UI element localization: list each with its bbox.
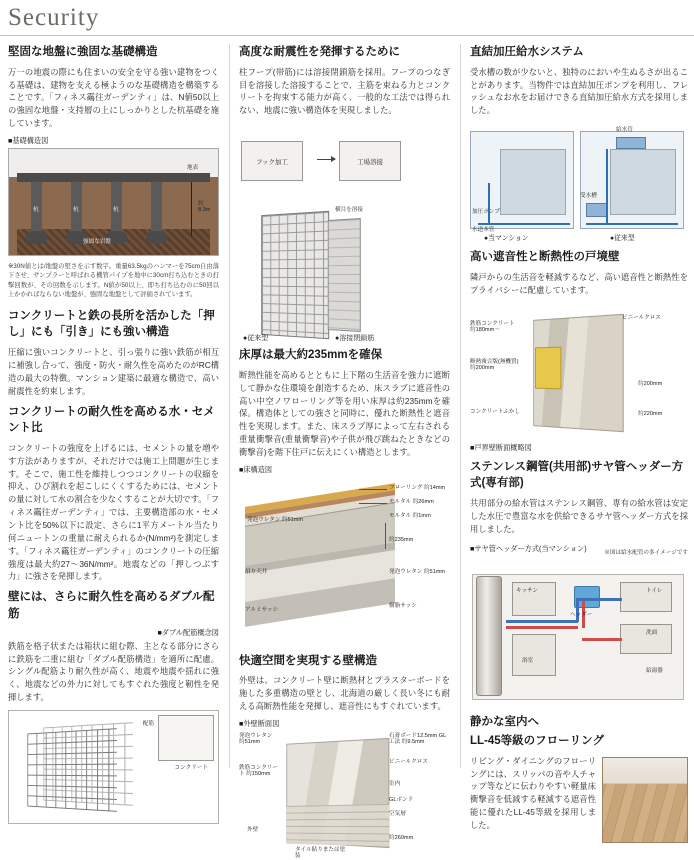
label-pw-rc: 鉄筋コンクリート 約180mm〜 (470, 320, 515, 333)
heading-seismic: 高度な耐震性を発揮するために (239, 46, 400, 58)
figure-sayakan-header-system (470, 558, 688, 708)
label-washroom: 洗面 (646, 630, 658, 637)
label-aluminium-sash: アルミサッシ (245, 606, 279, 613)
body-slab-thickness: 断熱性能を高めるとともに上下階の生活音を強力に遮断して静かな住環境を創造するため、床スラブに遮音性の高い中空ノワローリング等を用い床厚は約235mmを確保。構造体としての強さと同時に、優れた断熱性と遮音性を実現します。また、床スラブ厚によって左右される重量衝撃音(重量衝撃音)や子供が飛び跳ねたときなどの衝撃音)を階下住戸に伝えにくい構造とします。 (239, 369, 450, 457)
label-resin-sash: 樹脂サッシ (389, 602, 417, 609)
figure-main-new (478, 223, 570, 225)
label-pw-furring: コンクリートふかし (470, 408, 521, 415)
heading-slab-thickness: 床厚は最大約235mmを確保 (239, 349, 383, 362)
leader-2 (359, 503, 387, 504)
caption-welded-closed: ●溶接閉鎖筋 (335, 335, 375, 343)
label-supply-pipe: 給水管 (616, 127, 633, 134)
figure-building-old (610, 149, 676, 215)
figure-rebar-grid-outer (43, 722, 132, 806)
label-pw-200: 約200mm (638, 380, 663, 387)
label-wall-air-layer: 空気層 (389, 811, 406, 818)
label-pw-vinyl: ビニールクロス (622, 314, 661, 321)
label-wall-urethane: 発泡ウレタン 約51mm (239, 733, 273, 746)
figure-building-new (500, 149, 566, 215)
caption-sayakan-figure: ■サヤ管ヘッダー方式(当マンション) (470, 544, 587, 554)
label-pressure-pump: 加圧ポンプ (472, 209, 500, 216)
figure-weld-box (339, 141, 401, 181)
caption-our-mansion: ●当マンション (484, 235, 529, 243)
label-factory-weld: 工場溶接 (357, 158, 383, 166)
label-urethane-2: 発泡ウレタン 約51mm (389, 568, 446, 575)
figure-hot-pipe-main (506, 626, 578, 629)
label-pw-composite: 断熱複合版(無機質) 約200mm (470, 358, 519, 371)
caption-conventional: ●従来型 (243, 335, 269, 343)
figure-wall-tile (286, 804, 389, 846)
figure-roof-tank (616, 137, 646, 149)
label-concrete: コンクリート (174, 764, 208, 771)
label-wall-gypsum: 石膏ボード12.5mm GL工法 約9.5mm (389, 733, 447, 746)
figure-common-riser-pipe (476, 576, 502, 696)
figure-tower-side (328, 218, 361, 332)
leader-3 (385, 523, 386, 549)
label-pile-depth: 約8.3m (198, 200, 211, 214)
body-direct-water: 受水槽の数が少ないと、独特のにおいや生ぬるさが出ることがあります。当物件では直結加圧ポンプを利用し、フレッシュなお水をお届けできる直結加圧給水方式を採用しました。 (470, 66, 688, 116)
figure-party-wall-section (470, 303, 688, 453)
figure-pile-bulb-1 (26, 231, 47, 244)
figure-cold-pipe-main (506, 620, 578, 623)
body-sayakan: 共用部分の給水管はステンレス鋼管、専有の給水管は安定した水圧で豊富な水を供給できるサヤ管ヘッダー方式を採用しました。 (470, 497, 688, 534)
caption-slab-figure: ■床構造図 (239, 464, 273, 474)
label-wall-gl-bond: GLボンド (389, 797, 414, 804)
label-header: ヘッダー (570, 612, 593, 619)
figure-pile-bulb-4 (146, 231, 167, 244)
note-n-value: ※30N値とは/地盤の堅さを示す数字。重量63.5kgのハンマーを75cm自由落下させ、サンプラーと呼ばれる機管パイプを地中に30cm打ち込むときの打撃回数が、その回数を示します。N値が50以上、即ち打ち込むのに50回以上かかればならない地盤が、強固な地盤として評価されています。 (8, 262, 219, 299)
label-wall-total: 約260mm (389, 835, 414, 842)
figure-room-bath (512, 634, 556, 676)
label-pile-b: 杭 (73, 206, 79, 213)
heading-direct-water: 直結加圧給水システム (470, 46, 584, 58)
label-rebar: 配筋 (142, 720, 154, 727)
figure-welding-types (239, 123, 450, 203)
label-receiving-tank: 受水槽 (580, 193, 597, 200)
column-1 (8, 44, 230, 771)
figure-hook-box (241, 141, 303, 181)
label-kitchen: キッチン (516, 588, 538, 595)
figure-room-washroom (620, 624, 672, 654)
label-flooring-thickness: フローリング 約14mm (389, 484, 446, 491)
caption-wall-figure: ■外壁断面図 (239, 719, 280, 729)
label-urethane-thickness: 発泡ウレタン 約51mm (247, 516, 304, 523)
label-weld-seam: 横目を溶接 (335, 207, 363, 214)
caption-rebar-figure: ■ダブル配筋概念図 (157, 627, 219, 637)
figure-main-old (586, 223, 678, 225)
note-sayakan-figure: ※図は給水配管の多イメージです (604, 550, 688, 557)
figure-weld-arrow (317, 159, 335, 160)
figure-cold-pipe-toilet (578, 598, 622, 601)
content-columns (0, 36, 694, 860)
figure-floor-section (239, 477, 450, 647)
figure-riser-old (606, 149, 608, 223)
body-rc-structure: 圧縮に強いコンクリートと、引っ張りに強い鉄筋が相互に補強し合って、強度・防火・耐久性を高めたのがRC構造の最大の特徴。マンション建築に最適な構造で、高い耐震性を約束します。 (8, 347, 219, 396)
body-seismic: 柱フープ(帯筋)には溶接閉鎖筋を採用。フープのつなぎ目を溶接した溶接することで、主筋を束ねる力とコンクリートを拘束する能力が高く、一般的な工法では得られない、地震に強い構造体を実現しました。 (239, 66, 450, 116)
page-header (0, 0, 694, 36)
figure-water-supply (470, 123, 688, 243)
figure-double-rebar (8, 710, 219, 824)
body-foundation: 万一の地震の際にも住まいの安全を守る強い建物をつくる基礎は、建物を支える極ようのな基礎構造を構築することです。「フィネス靍往ガーデンティ」は、N値50以上の強固な地盤・支持層の上にしっかりとした杭基礎を施しています。 (8, 66, 219, 129)
body-party-wall: 隣戸からの生活音を軽減するなど、高い遮音性と断熱性をプライバシーに配慮しています。 (470, 271, 688, 295)
label-water-main: 水道本管 (472, 227, 495, 234)
heading-water-cement: コンクリートの耐久性を高める水・セメント比 (8, 405, 215, 435)
heading-rc-structure: コンクリートと鉄の長所を活かした「押し」にも「引き」にも強い構造 (8, 309, 215, 339)
label-total-thickness: 約235mm (389, 536, 414, 543)
figure-slab-block (245, 483, 395, 627)
label-toilet: トイレ (646, 588, 663, 595)
label-suspended-ceiling: 吊り天井 (245, 568, 268, 575)
figure-foundation-structure (8, 148, 219, 256)
figure-tower-main (261, 211, 329, 340)
body-flooring: リビング・ダイニングのフローリングには、スリッパの音や人チャップ等などに伝わりやすい軽量床衝撃音を低減する軽減する遮音性能に優れたLL-45等級を採用しました。 (470, 755, 596, 831)
figure-pile-4 (151, 182, 162, 234)
label-mortar-thin: モルタル 約1mm (389, 512, 431, 519)
label-hook-process: フック加工 (255, 158, 289, 166)
heading-double-rebar: 壁には、さらに耐久性を高めるダブル配筋 (8, 591, 215, 620)
label-wall-rc: 鉄筋コンクリート 約150mm (239, 765, 279, 778)
body-comfort-wall: 外壁は、コンクリート壁に断熱材とプラスターボードを施した多重構造の壁とし、北海道の厳しく長い冬にも耐える高断熱性能を発揮し、遮音性にもすぐれています。 (239, 675, 450, 712)
label-wall-indoor: 室内 (389, 781, 401, 788)
figure-flooring-photo (602, 757, 688, 843)
label-wall-tile-finish: タイル貼りまたは塗装 (295, 847, 346, 860)
figure-room-toilet (620, 582, 672, 612)
figure-riser-new (488, 183, 490, 223)
label-pile-c: 杭 (113, 206, 119, 213)
body-water-cement: コンクリートの強度を上げるには、セメントの量を増やす方法がありますが、それだけでは施工上問題が生じます。そこで、施工性を維持しつつコンクリートの収縮を抑え、ひび割れを起こしにくくするためには、セメントの量に対して水の割合を少なくすることが大切です。「フィネス靍往ガーデンティ」では、主要構造部の水・セメント比を50%以下に設定、さらに1平方メートル当たり何ニュートンの重量に耐えられるか(N/mm²)を測定します。「フィネス靍往ガーデンティ」のコンクリートの圧縮強度は最大約27〜36N/mm²。地震などの「押しつぶす力」に強さを発揮します。 (8, 442, 219, 582)
label-wall-outdoor: 外壁 (247, 827, 259, 834)
heading-comfort-wall: 快適空間を実現する壁構造 (239, 654, 377, 667)
label-wall-vinyl-cloth: ビニールクロス (389, 759, 428, 766)
heading-foundation: 堅固な地盤に強固な基礎構造 (8, 46, 158, 58)
figure-insulation-composite (535, 346, 561, 389)
figure-foundation-slab (17, 173, 210, 182)
caption-party-wall-figure: ■戸界壁断面概略図 (470, 442, 532, 452)
figure-hot-pipe-wash (582, 638, 622, 641)
heading-flooring-line1: 静かな室内へ (470, 716, 539, 729)
label-mortar-thickness: モルタル 約26mm (389, 498, 434, 505)
column-3 (470, 44, 688, 831)
figure-column-tower (239, 209, 450, 341)
heading-party-wall: 高い遮音性と断熱性の戸境壁 (470, 251, 620, 264)
figure-exterior-wall-section (239, 731, 450, 860)
caption-foundation-figure: ■基礎構造図 (8, 135, 49, 145)
label-ground-surface: 地表 (187, 164, 199, 171)
heading-flooring-line2: LL-45等級のフローリング (470, 735, 604, 748)
caption-conventional-water: ●従来型 (610, 235, 635, 243)
label-pile-a: 杭 (33, 206, 39, 213)
figure-receiving-tank (586, 203, 608, 217)
figure-rebar-detail-box (158, 715, 214, 761)
label-bedrock: 強固な岩盤 (83, 238, 111, 245)
heading-sayakan: ステンレス鋼管(共用部)サヤ管ヘッダー方式(専有部) (470, 460, 684, 490)
page-title: Security (8, 4, 100, 31)
label-water-heater: 給湯器 (646, 668, 663, 675)
figure-flooring-wall (603, 758, 687, 784)
figure-depth-dimension-line (191, 182, 192, 236)
leader-1 (359, 489, 387, 490)
label-pw-220: 約220mm (638, 410, 663, 417)
column-2 (239, 44, 461, 860)
body-double-rebar: 鉄筋を格子状または箱状に組む際、主となる部分にさらに鉄筋を二重に組む「ダブル配筋構造」を適所に配慮。シングル配筋より耐久性が高く、地震や地震や揺れに強く、地震などの外力に対してもすぐれた強度と靭性を発揮します。 (8, 640, 219, 703)
label-bathroom: 浴室 (522, 658, 534, 665)
